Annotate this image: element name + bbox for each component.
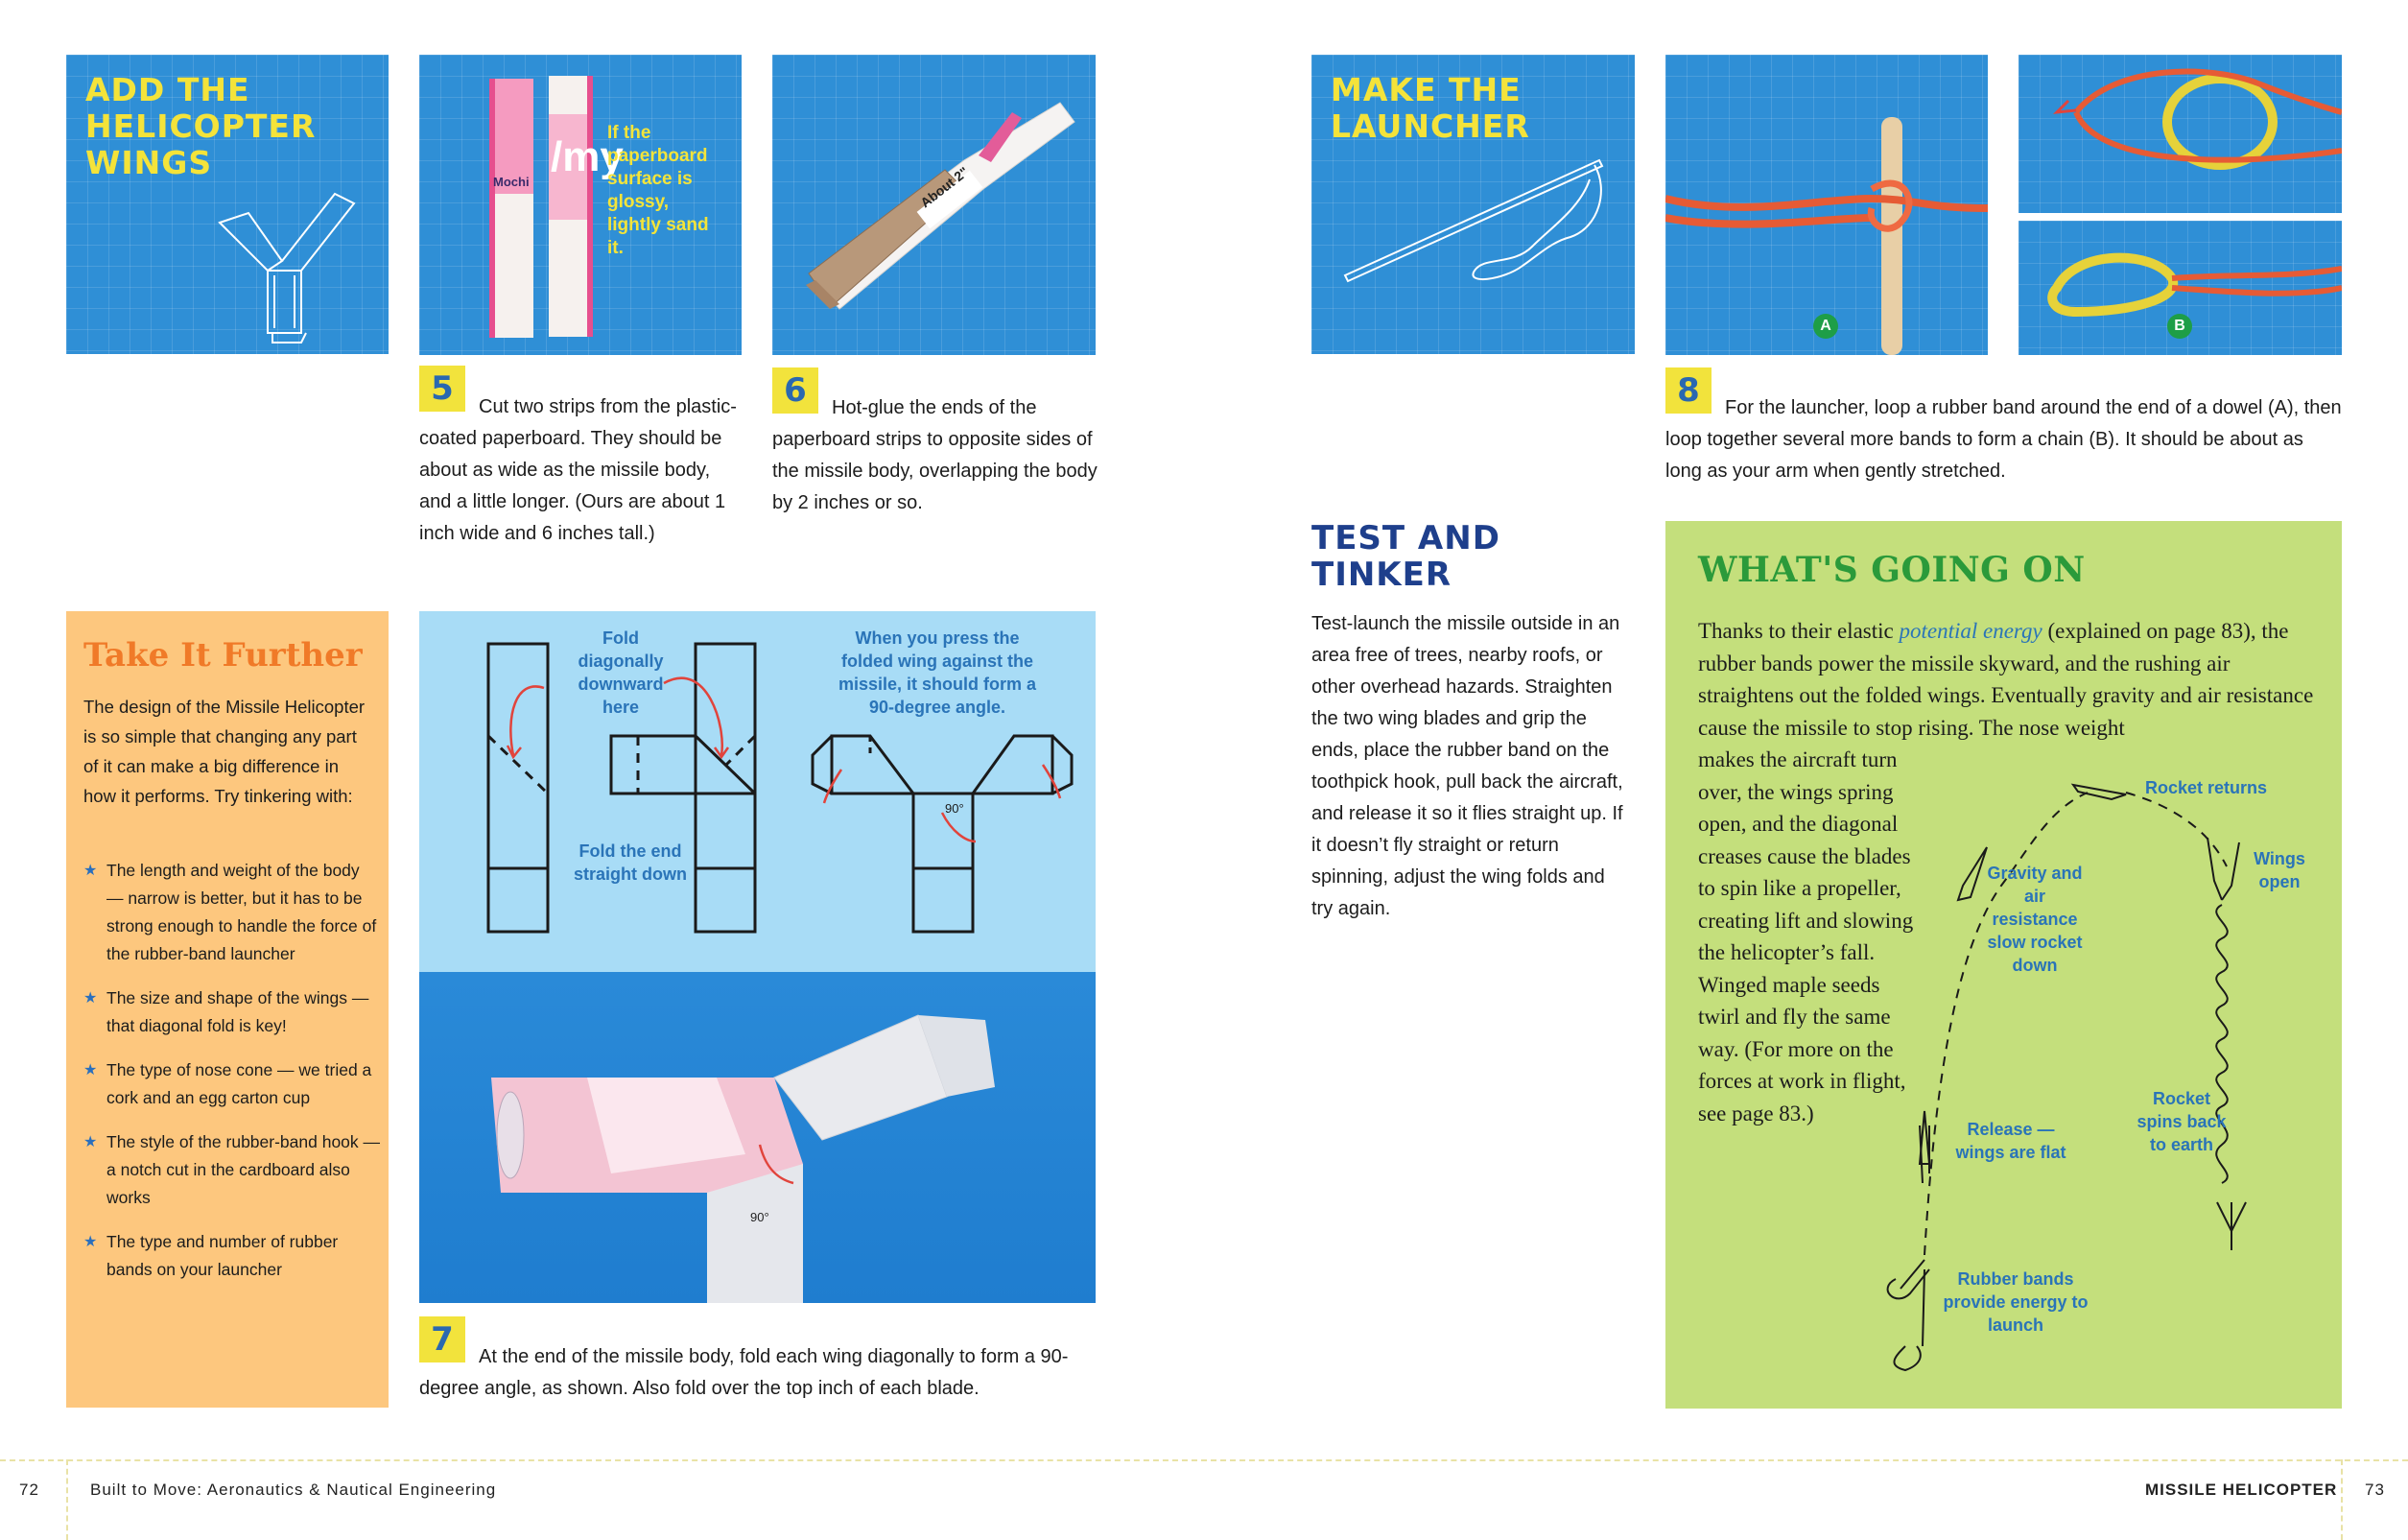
- wings-title-panel: [66, 55, 389, 354]
- take-it-further-title: Take It Further: [83, 636, 363, 675]
- launcher-sketch: [1340, 151, 1618, 343]
- list-item: ★ The length and weight of the body — narrow is better, but it has to be strong enough to handle the force of the rubber-band launcher: [83, 857, 381, 968]
- band-chain-photo-top: [2018, 55, 2342, 213]
- footer-right-rule: [2341, 1459, 2343, 1540]
- badge-a: A: [1813, 314, 1838, 339]
- release-label: Release — wings are flat: [1955, 1120, 2066, 1162]
- footer-divider: [0, 1459, 2408, 1461]
- take-it-further-list: [83, 857, 381, 1300]
- test-tinker-title: TEST AND TINKER: [1311, 519, 1500, 594]
- page-number-left: 72: [19, 1481, 39, 1499]
- dowel-rubberband-photo: [1665, 55, 1988, 355]
- step-7-text-content: At the end of the missile body, fold each wing diagonally to form a 90-degree angle, as shown. Also fold over the top inch of each blade.: [419, 1346, 1069, 1399]
- step-7-text: [419, 1341, 1100, 1405]
- photo-step-5: [419, 55, 742, 355]
- star-icon: ★: [83, 1234, 98, 1250]
- launcher-title-panel: [1311, 55, 1635, 354]
- photo-step-7: [419, 972, 1096, 1303]
- folded-missile-photo: [419, 972, 1096, 1303]
- list-item: ★ The style of the rubber-band hook — a notch cut in the cardboard also works: [83, 1128, 381, 1212]
- star-icon: ★: [83, 1134, 98, 1150]
- rocket-returns-label: Rocket returns: [2145, 778, 2268, 797]
- diagram-angle-label: 90°: [945, 801, 964, 816]
- step-5-number: 5: [419, 366, 465, 412]
- glossy-note: If the paperboard surface is glossy, lightly sand it.: [607, 123, 709, 258]
- step-8-number: 8: [1665, 367, 1712, 414]
- step-6-text-content: Hot-glue the ends of the paperboard strips to opposite sides of the missile body, overlapping the body by 2 inches or so.: [772, 397, 1098, 513]
- press-wing-label: When you press the folded wing against the missile, it should form a 90-degree angle.: [838, 628, 1037, 717]
- about-2-label: About 2": [917, 163, 972, 211]
- page-number-right: 73: [2365, 1481, 2385, 1499]
- whats-going-on-title: WHAT'S GOING ON: [1698, 550, 2086, 590]
- paperboard-strip-1: [489, 79, 533, 338]
- gravity-label: Gravity and air resistance slow rocket down: [1987, 864, 2083, 975]
- wings-open-label: Wings open: [2254, 849, 2305, 891]
- photo-step-8a: [1665, 55, 1988, 355]
- section-title-wings: ADD THE HELICOPTER WINGS: [85, 71, 317, 181]
- star-icon: ★: [83, 1062, 98, 1078]
- potential-energy-link[interactable]: potential energy: [1899, 619, 2042, 643]
- step-5-text-content: Cut two strips from the plastic-coated paperboard. They should be about as wide as the missile body, and a little longer. (Ours are about 1 inch wide and 6 inches tall.): [419, 396, 737, 544]
- footer-left-rule: [66, 1459, 68, 1540]
- helicopter-sketch: [210, 155, 383, 347]
- photo-7-angle-label: 90°: [750, 1210, 769, 1224]
- take-it-further-box: [66, 611, 389, 1408]
- take-it-further-intro: The design of the Missile Helicopter is so simple that changing any part of it can make a big difference in how it performs. Try tinkering with:: [83, 697, 366, 806]
- rocket-spins-label: Rocket spins back to earth: [2137, 1089, 2227, 1154]
- paperboard-strip-2: [549, 76, 624, 337]
- whats-going-on-paragraph: Thanks to their elastic potential energy (explained on page 83), the rubber bands power the missile skyward, and the rushing air straightens out the folded wings. Eventually gravity and air resistance cause the missile to stop rising. The nose weight: [1698, 619, 2314, 740]
- photo-step-8b-top: [2018, 55, 2342, 213]
- step-8-text-content: For the launcher, loop a rubber band around the end of a dowel (A), then loop together several more bands to form a chain (B). It should be about as long as your arm when gently stretched.: [1665, 397, 2342, 482]
- section-title-launcher: MAKE THE LAUNCHER: [1331, 71, 1530, 145]
- strip-text: Mochi: [493, 175, 530, 189]
- step-8-text: [1665, 392, 2342, 487]
- step-6-number: 6: [772, 367, 818, 414]
- list-item: ★ The size and shape of the wings — that diagonal fold is key!: [83, 984, 381, 1040]
- fold-diagonally-label: Fold diagonally downward here: [578, 628, 664, 717]
- step-7-number: 7: [419, 1316, 465, 1362]
- rubber-bands-label: Rubber bands provide energy to launch: [1943, 1269, 2089, 1335]
- list-item: ★ The type of nose cone — we tried a cork and an egg carton cup: [83, 1056, 381, 1112]
- whats-going-on-narrow-text: makes the aircraft turn over, the wings spring open, and the diagonal creases cause the blades to spin like a propeller, creating lift and slowing the helicopter’s fall. Winged maple seeds twirl and fly the same way. (For more on the forces at work in flight, see page 83.): [1698, 747, 1914, 1125]
- star-icon: ★: [83, 863, 98, 879]
- photo-step-6: [772, 55, 1096, 355]
- book-title-footer: Built to Move: Aeronautics & Nautical Engineering: [90, 1481, 497, 1499]
- strip-letters: /my: [551, 133, 624, 180]
- fold-end-label: Fold the end straight down: [574, 841, 687, 884]
- photo-step-8b-bottom: [2018, 221, 2342, 355]
- step-6-text: [772, 392, 1098, 519]
- test-tinker-text: Test-launch the missile outside in an area free of trees, nearby roofs, or other overhead hazards. Straighten the two wing blades and grip the ends, place the rubber band on the toothpick hook, pull back the aircraft, and release it so it flies straight up. If it doesn’t fly straight or return spinning, adjust the wing folds and try again.: [1311, 613, 1623, 919]
- list-item: ★ The type and number of rubber bands on your launcher: [83, 1228, 381, 1284]
- badge-b: B: [2167, 314, 2192, 339]
- whats-going-on-box: [1665, 521, 2342, 1409]
- chapter-footer: MISSILE HELICOPTER: [2145, 1481, 2338, 1499]
- fold-diagram: [419, 611, 1096, 972]
- star-icon: ★: [83, 990, 98, 1007]
- step-5-text: [419, 391, 742, 550]
